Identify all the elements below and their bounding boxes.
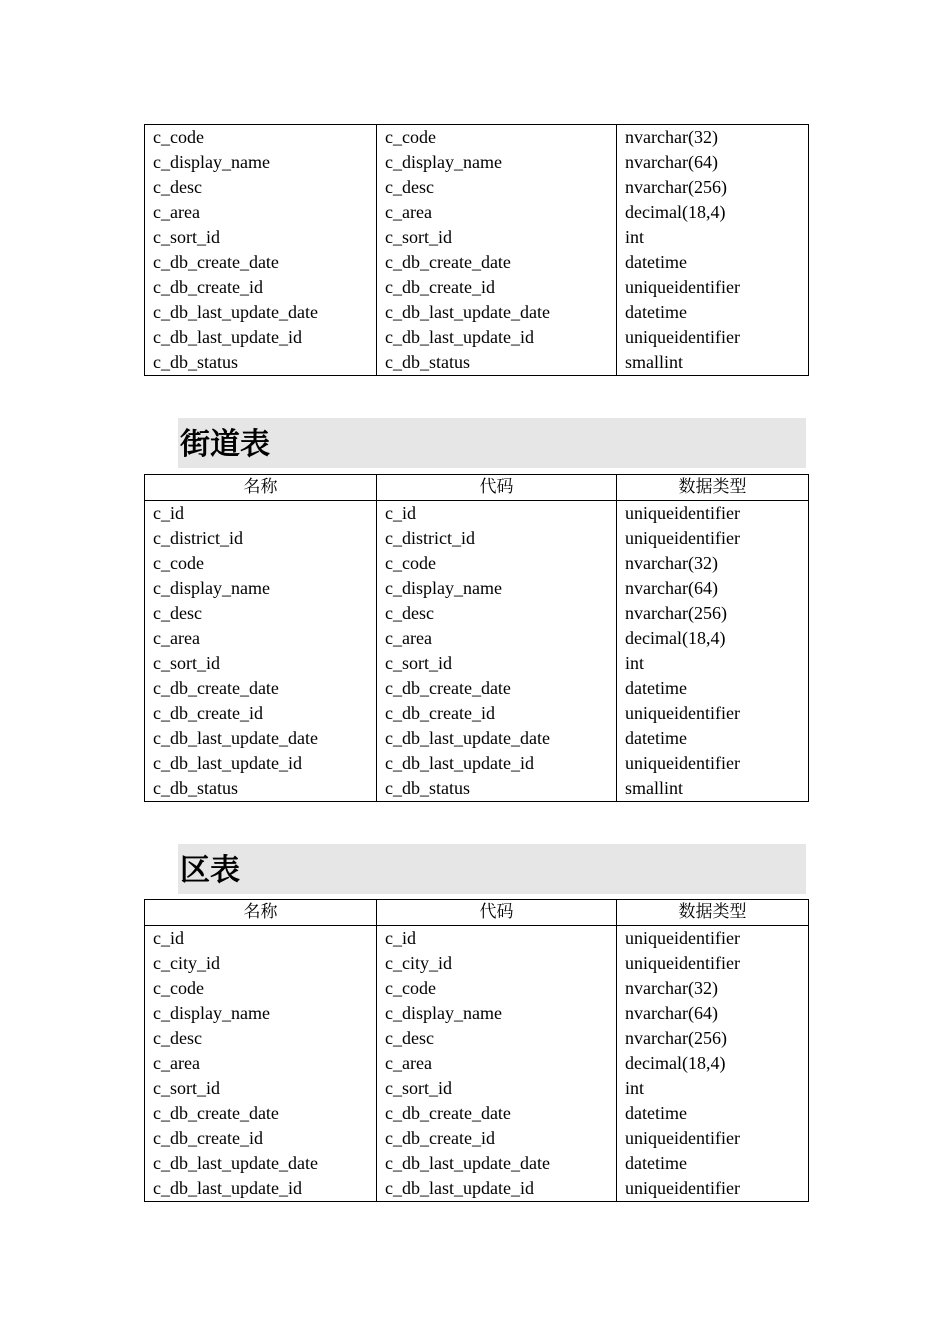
field-code-cell: c_district_id: [377, 526, 617, 551]
data-type-cell: int: [617, 225, 809, 250]
table-row: [145, 926, 809, 952]
table-row: [145, 501, 809, 527]
data-type-cell: decimal(18,4): [617, 626, 809, 651]
table-row: [145, 1076, 809, 1101]
data-type-cell: nvarchar(64): [617, 150, 809, 175]
table-row: [145, 726, 809, 751]
field-name-cell: c_display_name: [145, 576, 377, 601]
field-name-cell: c_db_create_date: [145, 676, 377, 701]
data-type-cell: decimal(18,4): [617, 1051, 809, 1076]
field-name-cell: c_desc: [145, 601, 377, 626]
data-type-cell: uniqueidentifier: [617, 1126, 809, 1151]
table-body: [145, 501, 809, 802]
field-name-cell: c_id: [145, 501, 377, 527]
column-header-data-type: 数据类型: [617, 900, 809, 926]
data-type-cell: smallint: [617, 776, 809, 802]
field-name-cell: c_db_create_date: [145, 250, 377, 275]
data-type-cell: datetime: [617, 250, 809, 275]
field-name-cell: c_db_last_update_id: [145, 325, 377, 350]
field-code-cell: c_sort_id: [377, 651, 617, 676]
table-row: [145, 150, 809, 175]
field-code-cell: c_area: [377, 626, 617, 651]
field-code-cell: c_db_last_update_id: [377, 325, 617, 350]
data-type-cell: decimal(18,4): [617, 200, 809, 225]
field-name-cell: c_db_status: [145, 350, 377, 376]
field-name-cell: c_sort_id: [145, 1076, 377, 1101]
field-code-cell: c_sort_id: [377, 1076, 617, 1101]
field-name-cell: c_area: [145, 626, 377, 651]
field-name-cell: c_db_status: [145, 776, 377, 802]
data-type-cell: uniqueidentifier: [617, 1176, 809, 1202]
table-row: [145, 250, 809, 275]
data-type-cell: nvarchar(64): [617, 576, 809, 601]
table-row: [145, 1176, 809, 1202]
field-code-cell: c_display_name: [377, 150, 617, 175]
data-type-cell: uniqueidentifier: [617, 751, 809, 776]
data-type-cell: datetime: [617, 1151, 809, 1176]
field-code-cell: c_desc: [377, 175, 617, 200]
field-name-cell: c_district_id: [145, 526, 377, 551]
field-code-cell: c_city_id: [377, 951, 617, 976]
table-row: [145, 626, 809, 651]
field-code-cell: c_db_last_update_date: [377, 726, 617, 751]
data-type-cell: int: [617, 651, 809, 676]
table-row: [145, 776, 809, 802]
field-name-cell: c_id: [145, 926, 377, 952]
field-code-cell: c_db_last_update_date: [377, 1151, 617, 1176]
data-type-cell: datetime: [617, 676, 809, 701]
field-code-cell: c_db_create_id: [377, 1126, 617, 1151]
field-code-cell: c_db_last_update_id: [377, 751, 617, 776]
field-code-cell: c_code: [377, 125, 617, 151]
column-header-name: 名称: [145, 475, 377, 501]
field-code-cell: c_desc: [377, 601, 617, 626]
column-header-code: 代码: [377, 475, 617, 501]
field-code-cell: c_desc: [377, 1026, 617, 1051]
data-type-cell: nvarchar(64): [617, 1001, 809, 1026]
field-code-cell: c_code: [377, 551, 617, 576]
table-row: [145, 1051, 809, 1076]
district-table: [144, 899, 809, 1202]
field-name-cell: c_code: [145, 551, 377, 576]
field-name-cell: c_area: [145, 200, 377, 225]
table-row: [145, 300, 809, 325]
table-row: [145, 1101, 809, 1126]
field-name-cell: c_display_name: [145, 1001, 377, 1026]
field-code-cell: c_db_create_date: [377, 250, 617, 275]
field-name-cell: c_desc: [145, 175, 377, 200]
field-name-cell: c_city_id: [145, 951, 377, 976]
field-name-cell: c_db_create_id: [145, 701, 377, 726]
table-row: [145, 976, 809, 1001]
table-body: [145, 125, 809, 376]
table-row: [145, 1151, 809, 1176]
data-type-cell: datetime: [617, 1101, 809, 1126]
data-type-cell: int: [617, 1076, 809, 1101]
data-type-cell: uniqueidentifier: [617, 275, 809, 300]
table-row: [145, 526, 809, 551]
field-code-cell: c_db_create_date: [377, 676, 617, 701]
table-row: [145, 350, 809, 376]
table-row: [145, 1126, 809, 1151]
table-row: [145, 601, 809, 626]
table-row: [145, 951, 809, 976]
header-row: [145, 900, 809, 926]
table-row: [145, 676, 809, 701]
data-type-cell: uniqueidentifier: [617, 701, 809, 726]
data-type-cell: nvarchar(32): [617, 125, 809, 151]
field-name-cell: c_desc: [145, 1026, 377, 1051]
field-code-cell: c_db_create_id: [377, 275, 617, 300]
field-code-cell: c_db_create_id: [377, 701, 617, 726]
field-code-cell: c_code: [377, 976, 617, 1001]
table-row: [145, 200, 809, 225]
table-row: [145, 1001, 809, 1026]
table-row: [145, 1026, 809, 1051]
field-code-cell: c_db_create_date: [377, 1101, 617, 1126]
table-row: [145, 651, 809, 676]
field-name-cell: c_sort_id: [145, 225, 377, 250]
field-name-cell: c_db_last_update_date: [145, 1151, 377, 1176]
data-type-cell: uniqueidentifier: [617, 501, 809, 527]
field-name-cell: c_area: [145, 1051, 377, 1076]
field-name-cell: c_code: [145, 976, 377, 1001]
field-name-cell: c_db_last_update_id: [145, 751, 377, 776]
section-heading-district-table: 区表: [178, 844, 806, 894]
field-code-cell: c_db_last_update_id: [377, 1176, 617, 1202]
field-code-cell: c_db_last_update_date: [377, 300, 617, 325]
table-row: [145, 576, 809, 601]
continued-table: [144, 124, 809, 376]
data-type-cell: uniqueidentifier: [617, 926, 809, 952]
field-code-cell: c_area: [377, 200, 617, 225]
data-type-cell: nvarchar(256): [617, 175, 809, 200]
field-name-cell: c_db_create_id: [145, 275, 377, 300]
field-code-cell: c_sort_id: [377, 225, 617, 250]
table-body: [145, 926, 809, 1202]
field-code-cell: c_db_status: [377, 350, 617, 376]
data-type-cell: nvarchar(256): [617, 601, 809, 626]
table-row: [145, 175, 809, 200]
section-heading-street-table: 街道表: [178, 418, 806, 468]
field-code-cell: c_id: [377, 926, 617, 952]
data-type-cell: nvarchar(256): [617, 1026, 809, 1051]
table-row: [145, 125, 809, 151]
data-type-cell: uniqueidentifier: [617, 325, 809, 350]
table-header: [145, 475, 809, 501]
field-name-cell: c_db_last_update_date: [145, 300, 377, 325]
table-header: [145, 900, 809, 926]
table-row: [145, 751, 809, 776]
field-code-cell: c_db_status: [377, 776, 617, 802]
field-code-cell: c_display_name: [377, 1001, 617, 1026]
table-row: [145, 551, 809, 576]
field-code-cell: c_area: [377, 1051, 617, 1076]
field-name-cell: c_code: [145, 125, 377, 151]
field-name-cell: c_db_last_update_date: [145, 726, 377, 751]
column-header-code: 代码: [377, 900, 617, 926]
street-table: [144, 474, 809, 802]
table-row: [145, 225, 809, 250]
column-header-name: 名称: [145, 900, 377, 926]
data-type-cell: uniqueidentifier: [617, 526, 809, 551]
field-name-cell: c_db_create_date: [145, 1101, 377, 1126]
header-row: [145, 475, 809, 501]
field-code-cell: c_id: [377, 501, 617, 527]
field-code-cell: c_display_name: [377, 576, 617, 601]
field-name-cell: c_sort_id: [145, 651, 377, 676]
table-row: [145, 275, 809, 300]
field-name-cell: c_display_name: [145, 150, 377, 175]
data-type-cell: datetime: [617, 726, 809, 751]
data-type-cell: uniqueidentifier: [617, 951, 809, 976]
column-header-data-type: 数据类型: [617, 475, 809, 501]
table-row: [145, 701, 809, 726]
field-name-cell: c_db_last_update_id: [145, 1176, 377, 1202]
field-name-cell: c_db_create_id: [145, 1126, 377, 1151]
table-row: [145, 325, 809, 350]
data-type-cell: nvarchar(32): [617, 976, 809, 1001]
data-type-cell: smallint: [617, 350, 809, 376]
data-type-cell: datetime: [617, 300, 809, 325]
data-type-cell: nvarchar(32): [617, 551, 809, 576]
